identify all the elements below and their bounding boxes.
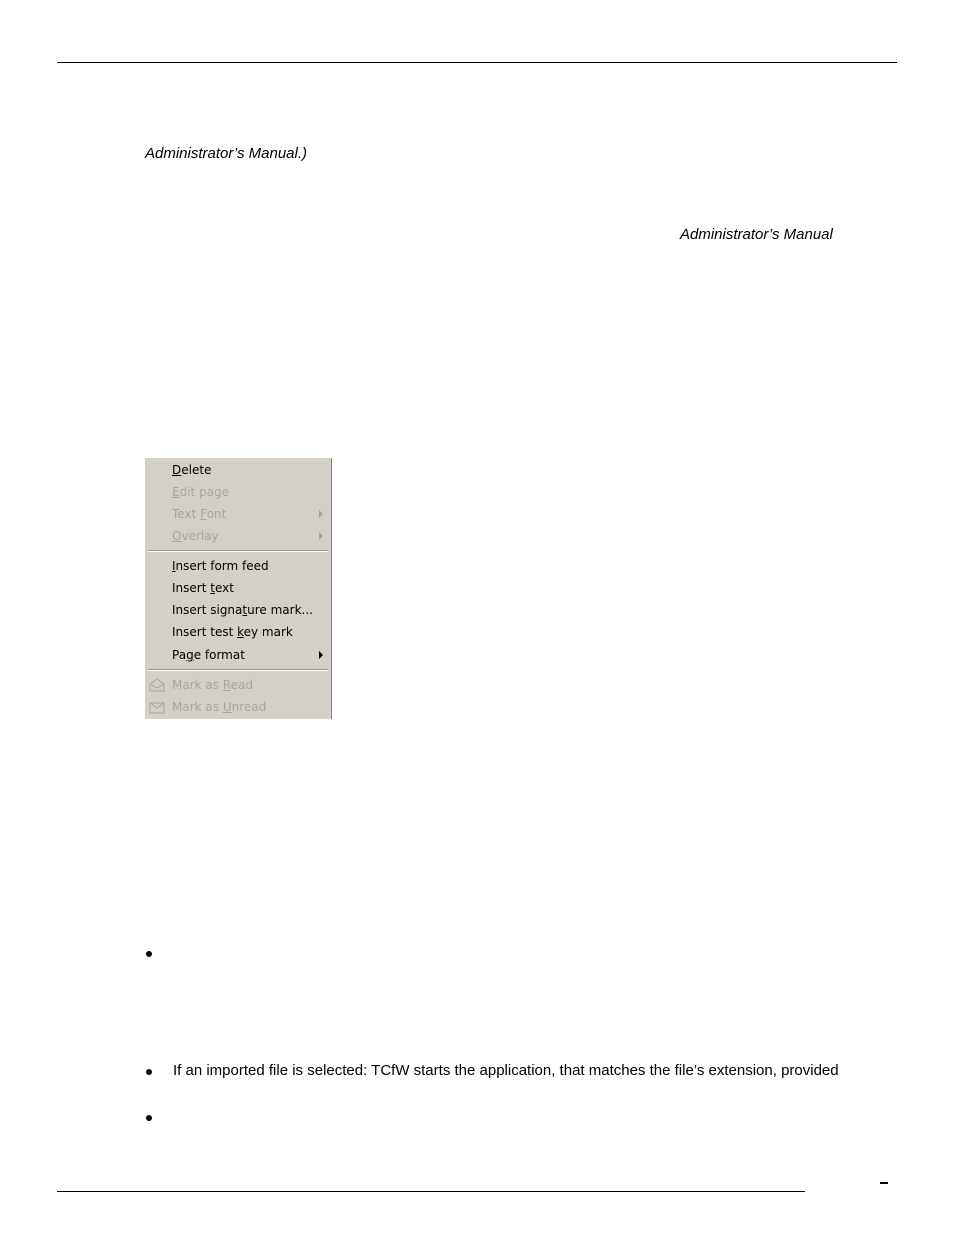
menu-separator [148,550,328,552]
submenu-arrow-icon [319,651,323,659]
menu-item-label: Mark as Unread [172,700,267,714]
menu-item-overlay[interactable] [145,525,331,547]
menu-item-insert-form-feed[interactable] [145,555,331,577]
menu-item-delete[interactable] [145,459,331,481]
bullet-marker [146,1069,152,1075]
menu-item-label: Page format [172,648,245,662]
menu-item-insert-text[interactable] [145,577,331,599]
submenu-arrow-icon [319,510,323,518]
bullet-marker [146,1115,152,1121]
menu-item-label: Text Font [172,507,227,521]
menu-item-label: Insert text [172,581,234,595]
menu-item-label: Edit page [172,485,230,499]
header-rule [57,62,897,63]
manual-reference-1: Administrator’s Manual.) [145,145,308,162]
menu-item-text-font[interactable] [145,503,331,525]
bullet-text: If an imported file is selected: TCfW starts the application, that matches the file’s extension, provided [173,1062,839,1079]
menu-item-label: Insert form feed [172,559,269,573]
menu-item-insert-signature-mark[interactable] [145,599,331,621]
menu-item-mark-as-read[interactable] [145,674,331,696]
menu-item-label: Insert signature mark... [172,603,313,617]
menu-item-edit-page[interactable] [145,481,331,503]
manual-reference-2: Administrator’s Manual [680,226,833,243]
footer-rule [57,1191,805,1192]
menu-separator [148,669,328,671]
envelope-closed-icon [149,700,165,714]
menu-item-label: Delete [172,463,212,477]
submenu-arrow-icon [319,532,323,540]
menu-item-insert-test-key-mark[interactable] [145,621,331,643]
menu-item-mark-as-unread[interactable] [145,696,331,718]
menu-item-label: Overlay [172,529,219,543]
envelope-open-icon [149,678,165,692]
bullet-marker [146,951,152,957]
menu-item-page-format[interactable] [145,644,331,666]
context-menu [145,458,332,719]
footer-page-mark [880,1182,888,1184]
menu-item-label: Mark as Read [172,678,253,692]
menu-item-label: Insert test key mark [172,625,293,639]
